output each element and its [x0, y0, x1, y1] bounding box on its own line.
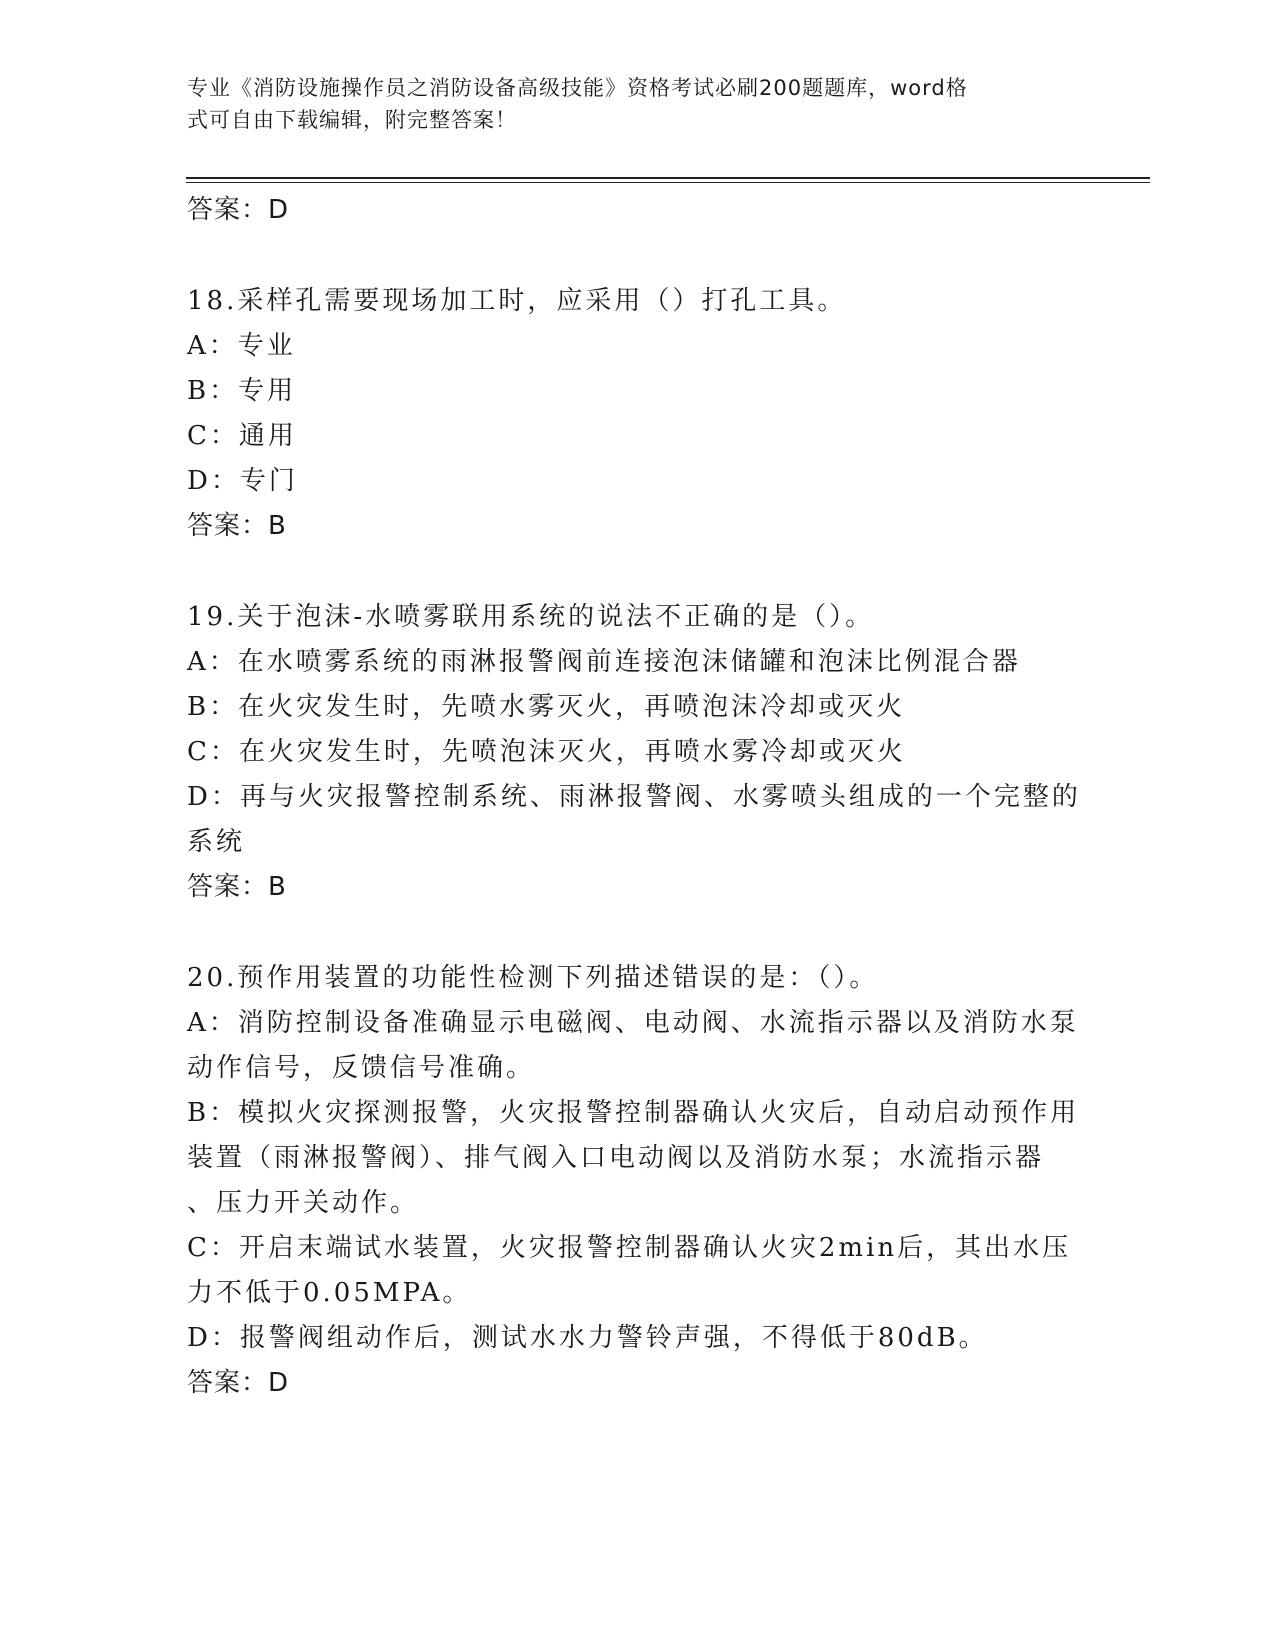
answer-line: 答案：B [187, 872, 287, 902]
question-list [187, 188, 1087, 1406]
answer-line: 答案：D [187, 195, 290, 225]
header-divider-thin [186, 182, 1150, 183]
option-d-continued: 系统 [187, 827, 246, 857]
question-stem: 19.关于泡沫-水喷雾联用系统的说法不正确的是（）。 [187, 602, 875, 632]
answer-line: 答案：D [187, 1368, 290, 1398]
question-stem: 20.预作用装置的功能性检测下列描述错误的是：（）。 [187, 963, 879, 993]
option-c-continued: 力不低于0.05MPA。 [187, 1278, 472, 1308]
question-19 [187, 595, 1087, 910]
option-c: C：开启末端试水装置，火灾报警控制器确认火灾2min后，其出水压 [187, 1233, 1072, 1263]
option-a: A：专业 [187, 331, 296, 361]
question-20 [187, 956, 1087, 1406]
header-divider-thick [186, 177, 1150, 179]
header-line-2: 式可自由下载编辑，附完整答案！ [187, 108, 517, 132]
answer-line: 答案：B [187, 511, 287, 541]
option-c: C：通用 [187, 421, 297, 451]
option-b-continued: 装置（雨淋报警阀）、排气阀入口电动阀以及消防水泵；水流指示器 [187, 1143, 1045, 1173]
option-b: B：专用 [187, 376, 297, 406]
document-header [187, 72, 1067, 136]
option-a: A：消防控制设备准确显示电磁阀、电动阀、水流指示器以及消防水泵 [187, 1008, 1079, 1038]
option-b-continued: 、压力开关动作。 [187, 1188, 420, 1218]
option-c: C：在火灾发生时，先喷泡沫灭火，再喷水雾冷却或灭火 [187, 737, 906, 767]
option-b: B：在火灾发生时，先喷水雾灭火，再喷泡沫冷却或灭火 [187, 692, 906, 722]
option-b: B：模拟火灾探测报警，火灾报警控制器确认火灾后，自动启动预作用 [187, 1098, 1080, 1128]
question-stem: 18.采样孔需要现场加工时，应采用（）打孔工具。 [187, 286, 847, 316]
option-d: D：报警阀组动作后，测试水水力警铃声强，不得低于80dB。 [187, 1323, 988, 1353]
option-d: D：再与火灾报警控制系统、雨淋报警阀、水雾喷头组成的一个完整的 [187, 782, 1081, 812]
option-a: A：在水喷雾系统的雨淋报警阀前连接泡沫储罐和泡沫比例混合器 [187, 647, 1021, 677]
question-18 [187, 279, 1087, 549]
option-a-continued: 动作信号，反馈信号准确。 [187, 1053, 536, 1083]
header-line-1: 专业《消防设施操作员之消防设备高级技能》资格考试必刷200题题库，word格 [187, 76, 968, 100]
option-d: D：专门 [187, 466, 298, 496]
